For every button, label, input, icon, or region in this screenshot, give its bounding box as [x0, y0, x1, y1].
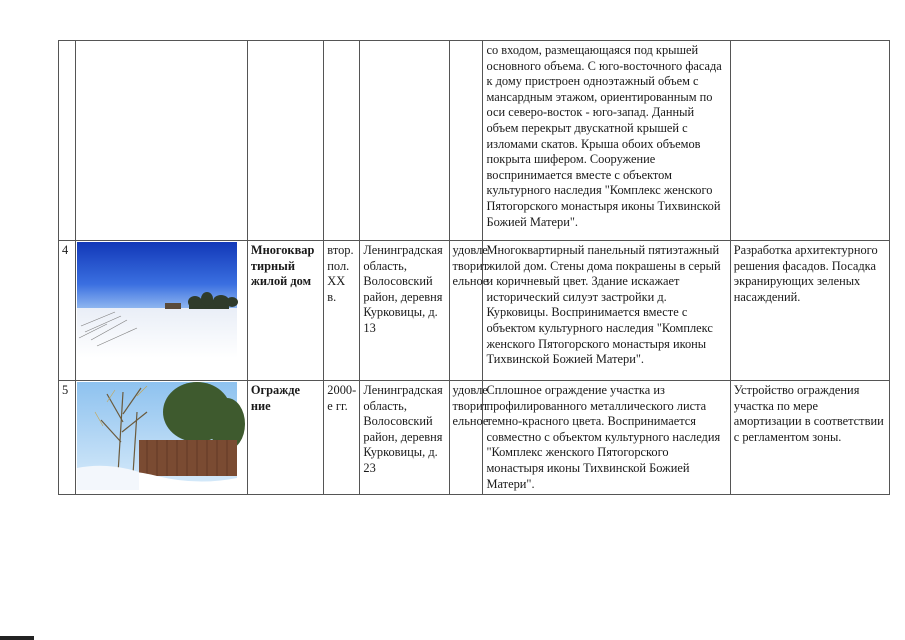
object-date: [324, 41, 360, 241]
object-evaluation: [449, 41, 483, 241]
photo-cell: [75, 381, 247, 495]
object-address: [360, 41, 449, 241]
fence-photo: [77, 382, 237, 490]
object-recommendation: [730, 41, 889, 241]
object-name: Многоквар тирный жилой дом: [247, 241, 323, 381]
object-address: Ленинградская область, Волосовский район, деревня Курковицы, д. 13: [360, 241, 449, 381]
row-number: 5: [59, 381, 76, 495]
object-recommendation: Устройство ограждения участка по мере амортизации в соответствии с регламентом зоны.: [730, 381, 889, 495]
object-name: [247, 41, 323, 241]
table-row: [59, 41, 890, 241]
object-evaluation: удовле творит ельное: [449, 241, 483, 381]
apartment-building-photo: [77, 242, 237, 358]
object-date: 2000-е гг.: [324, 381, 360, 495]
object-description: со входом, размещающаяся под крышей основного объема. С юго-восточного фасада к дому пристроен одноэтажный объем с мансардным этажом, ориентированным по оси северо-восток - юго-запад. Данный объем перекрыт двускатной крышей с изломами скатов. Крыша обоих объемов покрыта шифером. Сооружение воспринимается вместе с объектом культурного наследия "Комплекс женского Пятогорского монастыря иконы Тихвинской Божией Матери".: [483, 41, 730, 241]
scan-edge-mark: [0, 636, 34, 640]
object-description: Сплошное ограждение участка из профилированного металлического листа темно-красного цвета. Воспринимается совместно с объектом культурного наследия "Комплекс женского Пятогорского монастыря иконы Тихвинской Божией Матери".: [483, 381, 730, 495]
objects-table: [58, 40, 890, 495]
object-recommendation: Разработка архитектурного решения фасадов. Посадка экранирующих зеленых насаждений.: [730, 241, 889, 381]
photo-cell: [75, 241, 247, 381]
row-number: [59, 41, 76, 241]
photo-cell: [75, 41, 247, 241]
object-description: Многоквартирный панельный пятиэтажный жилой дом. Стены дома покрашены в серый и коричневый цвет. Здание искажает исторический силуэт застройки д. Курковицы. Воспринимается вместе с объектом культурного наследия "Комплекс женского Пятогорского монастыря иконы Тихвинской Божией Матери".: [483, 241, 730, 381]
object-name: Огражде ние: [247, 381, 323, 495]
row-number: 4: [59, 241, 76, 381]
object-evaluation: удовле творит ельное: [449, 381, 483, 495]
object-date: втор. пол. XX в.: [324, 241, 360, 381]
table-row: [59, 381, 890, 495]
object-address: Ленинградская область, Волосовский район, деревня Курковицы, д. 23: [360, 381, 449, 495]
table-row: [59, 241, 890, 381]
